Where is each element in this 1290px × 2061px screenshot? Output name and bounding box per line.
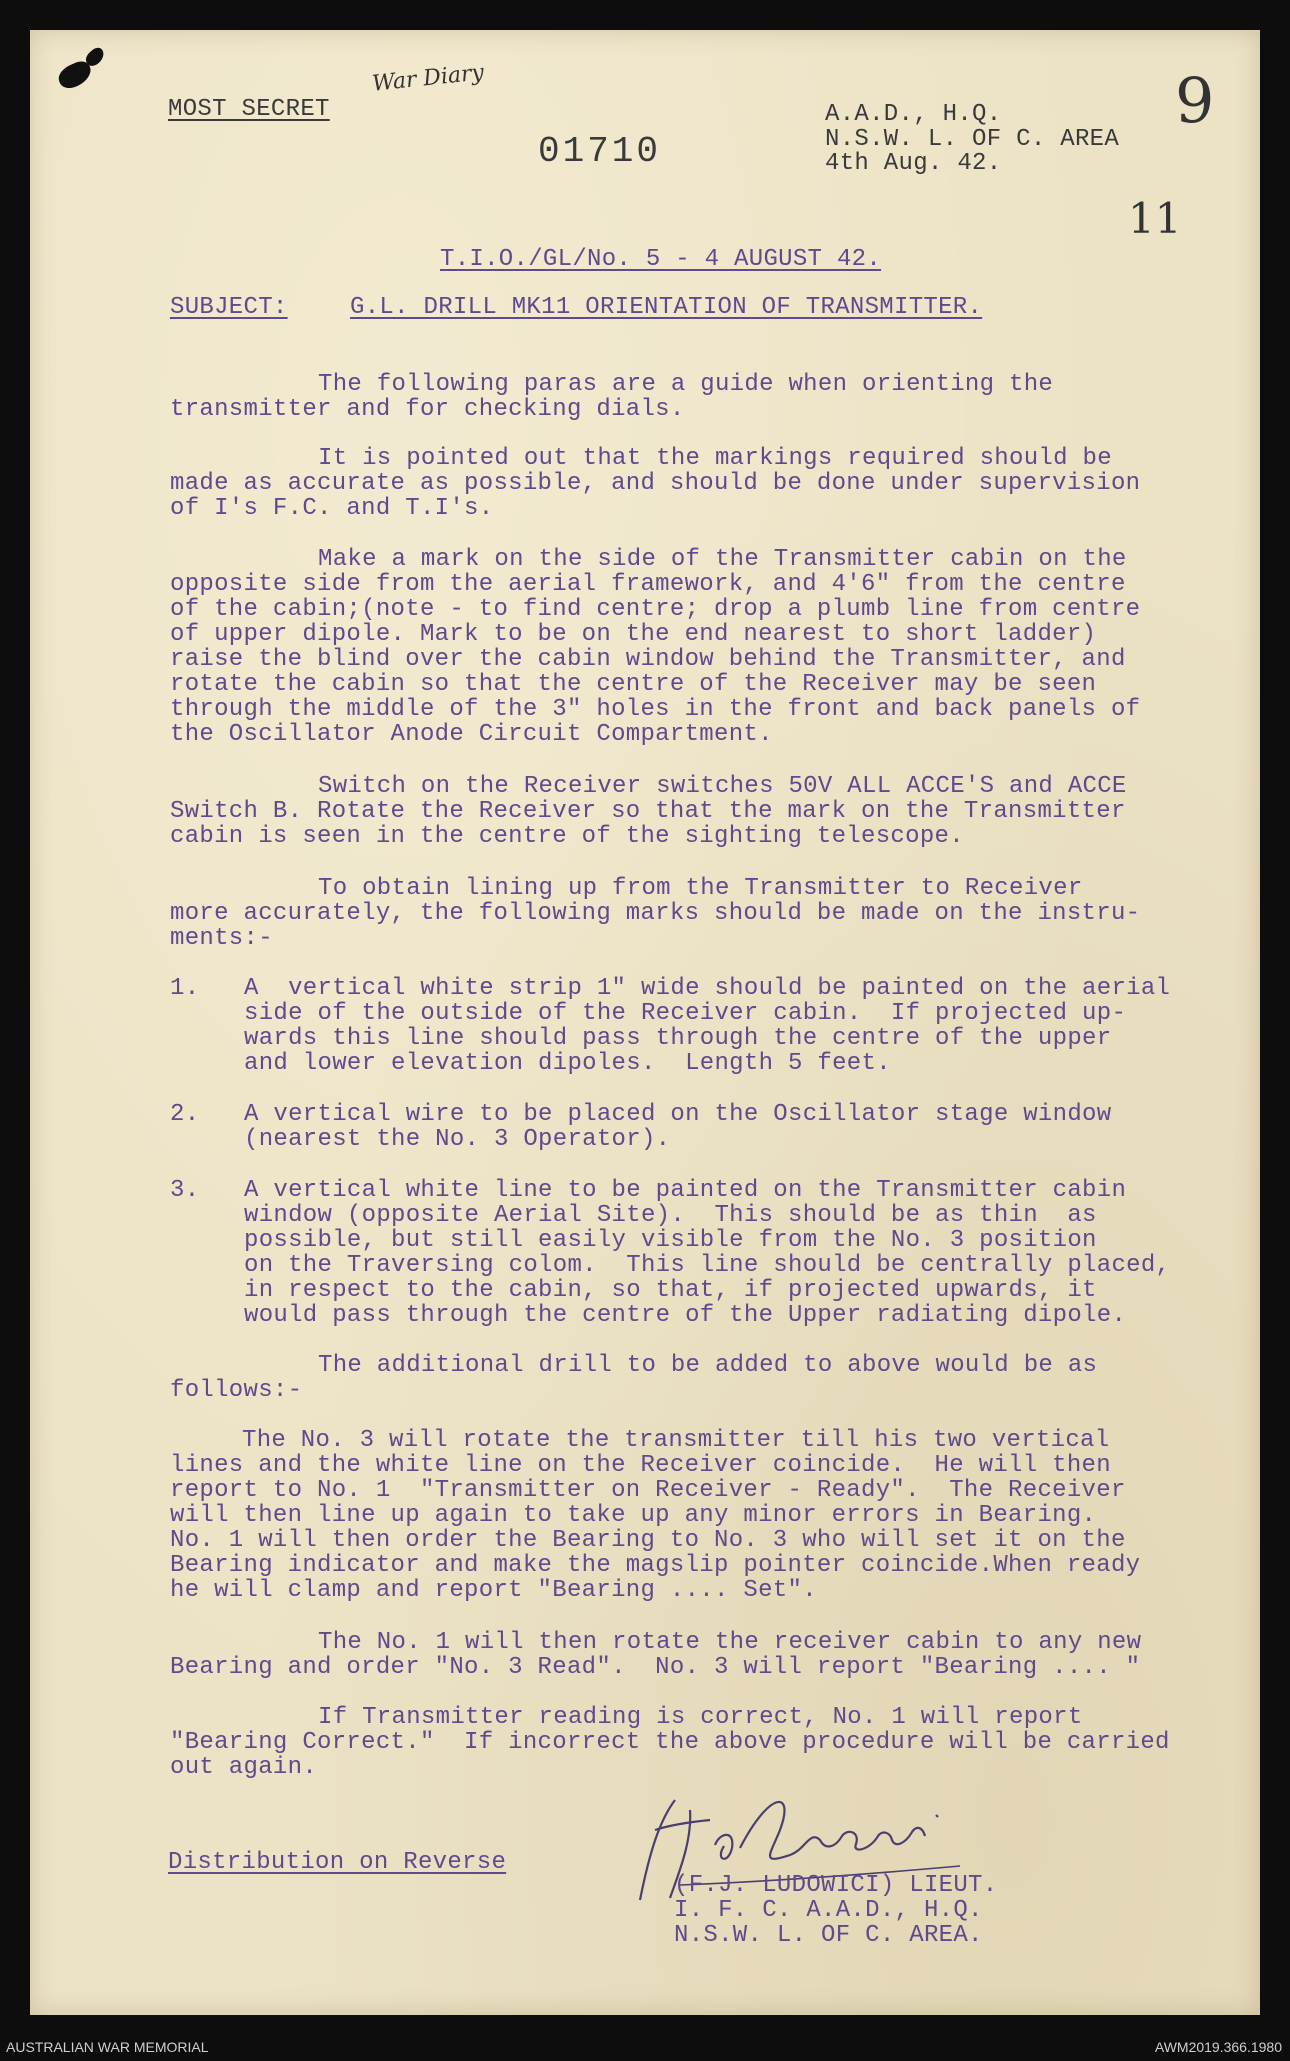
- document-number: 01710: [538, 131, 662, 172]
- para-3-line: opposite side from the aerial framework, and 4'6" from the centre: [170, 571, 1126, 598]
- drill-para-1-line: lines and the white line on the Receiver coincide. He will then: [170, 1452, 1111, 1479]
- office-date: 4th Aug. 42.: [825, 150, 1002, 177]
- item-2-number: 2.: [170, 1101, 200, 1128]
- drill-para-2-line: Bearing and order "No. 3 Read". No. 3 will report "Bearing .... ": [170, 1654, 1141, 1681]
- drill-para-1-line: he will clamp and report "Bearing .... Set".: [170, 1577, 817, 1604]
- reference-line: T.I.O./GL/No. 5 - 4 AUGUST 42.: [440, 246, 882, 273]
- para-3-line: through the middle of the 3" holes in the front and back panels of: [170, 696, 1141, 723]
- drill-para-1-line: will then line up again to take up any minor errors in Bearing.: [170, 1502, 1097, 1529]
- folio-number-9: 9: [1175, 64, 1215, 137]
- drill-para-3-line: out again.: [170, 1754, 318, 1781]
- item-1-number: 1.: [170, 975, 200, 1002]
- distribution-note: Distribution on Reverse: [168, 1849, 507, 1876]
- para-3-line: the Oscillator Anode Circuit Compartment.: [170, 721, 773, 748]
- drill-para-1-line: report to No. 1 "Transmitter on Receiver - Ready". The Receiver: [170, 1477, 1126, 1504]
- archive-footer: [0, 2031, 1290, 2061]
- para-4-line: Switch on the Receiver switches 50V ALL ACCE'S and ACCE: [318, 773, 1127, 800]
- drill-para-3-line: If Transmitter reading is correct, No. 1 will report: [318, 1704, 1083, 1731]
- item-1-line: side of the outside of the Receiver cabin. If projected up-: [244, 1000, 1127, 1027]
- item-2-line: (nearest the No. 3 Operator).: [244, 1126, 671, 1153]
- para-2-line: It is pointed out that the markings required should be: [318, 445, 1112, 472]
- para-5-line: more accurately, the following marks should be made on the instru-: [170, 900, 1141, 927]
- classification-label: MOST SECRET: [168, 96, 330, 123]
- drill-intro-line: follows:-: [170, 1377, 303, 1404]
- drill-para-1-line: No. 1 will then order the Bearing to No. 3 who will set it on the: [170, 1527, 1126, 1554]
- archive-name: AUSTRALIAN WAR MEMORIAL: [6, 2039, 209, 2055]
- item-2-line: A vertical wire to be placed on the Oscillator stage window: [244, 1101, 1112, 1128]
- handwritten-note: War Diary: [371, 60, 486, 97]
- para-1-line: transmitter and for checking dials.: [170, 396, 685, 423]
- item-3-line: on the Traversing colom. This line should be centrally placed,: [244, 1252, 1171, 1279]
- item-3-line: in respect to the cabin, so that, if projected upwards, it: [244, 1277, 1097, 1304]
- drill-intro-line: The additional drill to be added to above would be as: [318, 1352, 1098, 1379]
- para-3-line: of the cabin;(note - to find centre; drop a plumb line from centre: [170, 596, 1141, 623]
- item-3-line: window (opposite Aerial Site). This should be as thin as: [244, 1202, 1097, 1229]
- item-3-line: possible, but still easily visible from the No. 3 position: [244, 1227, 1097, 1254]
- document-page: [30, 30, 1260, 2015]
- office-line-1: A.A.D., H.Q.: [825, 101, 1002, 128]
- signature-title: I. F. C. A.A.D., H.Q.: [674, 1897, 983, 1924]
- para-4-line: cabin is seen in the centre of the sighting telescope.: [170, 823, 964, 850]
- para-5-line: To obtain lining up from the Transmitter to Receiver: [318, 875, 1083, 902]
- archive-reference: AWM2019.366.1980: [1154, 2039, 1282, 2055]
- para-5-line: ments:-: [170, 925, 273, 952]
- para-3-line: Make a mark on the side of the Transmitter cabin on the: [318, 546, 1127, 573]
- drill-para-1-line: Bearing indicator and make the magslip pointer coincide.When ready: [170, 1552, 1141, 1579]
- office-line-2: N.S.W. L. OF C. AREA: [825, 126, 1120, 153]
- item-1-line: and lower elevation dipoles. Length 5 feet.: [244, 1050, 891, 1077]
- drill-para-3-line: "Bearing Correct." If incorrect the above procedure will be carried: [170, 1729, 1170, 1756]
- para-3-line: of upper dipole. Mark to be on the end nearest to short ladder): [170, 621, 1097, 648]
- folio-number-11: 11: [1128, 194, 1182, 243]
- para-4-line: Switch B. Rotate the Receiver so that the mark on the Transmitter: [170, 798, 1126, 825]
- para-1-line: The following paras are a guide when orienting the: [318, 371, 1054, 398]
- item-3-line: would pass through the centre of the Upper radiating dipole.: [244, 1302, 1127, 1329]
- para-2-line: of I's F.C. and T.I's.: [170, 495, 494, 522]
- para-2-line: made as accurate as possible, and should be done under supervision: [170, 470, 1141, 497]
- drill-para-1-line: The No. 3 will rotate the transmitter till his two vertical: [242, 1427, 1110, 1454]
- item-3-line: A vertical white line to be painted on the Transmitter cabin: [244, 1177, 1127, 1204]
- subject-label: SUBJECT:: [170, 294, 288, 321]
- item-3-number: 3.: [170, 1177, 200, 1204]
- para-3-line: rotate the cabin so that the centre of the Receiver may be seen: [170, 671, 1097, 698]
- para-3-line: raise the blind over the cabin window behind the Transmitter, and: [170, 646, 1126, 673]
- drill-para-2-line: The No. 1 will then rotate the receiver cabin to any new: [318, 1629, 1142, 1656]
- item-1-line: wards this line should pass through the centre of the upper: [244, 1025, 1112, 1052]
- signature-name: (F.J. LUDOWICI) LIEUT.: [674, 1872, 998, 1899]
- item-1-line: A vertical white strip 1" wide should be painted on the aerial: [244, 975, 1171, 1002]
- subject-text: G.L. DRILL MK11 ORIENTATION OF TRANSMITTER.: [350, 294, 983, 321]
- signature-area: N.S.W. L. OF C. AREA.: [674, 1922, 983, 1949]
